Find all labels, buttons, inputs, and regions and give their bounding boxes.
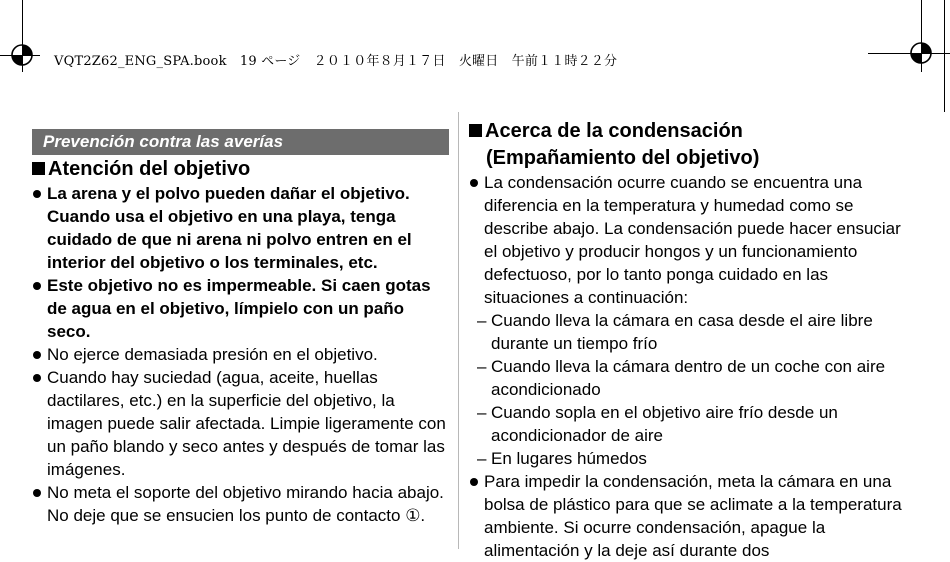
list-item-text: La arena y el polvo pueden dañar el objetivo. Cuando usa el objetivo en una playa, tenga cuidado de que ni arena ni polvo entren en el interior del objetivo o los terminales, etc.	[47, 184, 412, 272]
book-file-header: VQT2Z62_ENG_SPA.book 19 ページ ２０１０年８月１７日 火曜日 午前１１時２２分	[54, 54, 618, 69]
list-item-text: Cuando hay suciedad (agua, aceite, huellas dactilares, etc.) en la superficie del objetivo, la imagen puede salir afectada. Limpie ligeramente con un paño blando y seco antes y después de tomar las imágenes.	[47, 368, 446, 479]
crop-mark-right-edge	[944, 0, 945, 112]
bullet-dot-icon	[33, 351, 41, 359]
sub-list-item-text: Cuando sopla en el objetivo aire frío desde un acondicionador de aire	[491, 403, 838, 445]
list-item	[469, 171, 904, 309]
right-column	[469, 117, 939, 562]
sub-list-item-text: Cuando lleva la cámara dentro de un coche con aire acondicionado	[491, 357, 886, 399]
list-item-text: No meta el soporte del objetivo mirando hacia abajo. No deje que se ensucien los punto de contacto ①.	[47, 483, 444, 525]
bullet-dot-icon	[33, 489, 41, 497]
list-item	[32, 343, 452, 366]
condensation-heading	[469, 118, 939, 144]
bullet-dot-icon	[470, 179, 478, 187]
condensation-heading-line1: Acerca de la condensación	[485, 120, 743, 142]
square-bullet-icon	[469, 124, 482, 137]
list-item-text: Para impedir la condensación, meta la cámara en una bolsa de plástico para que se aclimate a la temperatura ambiente. Si ocurre condensación, apague la alimentación y la deje así durante dos	[484, 472, 902, 560]
list-item-text: La condensación ocurre cuando se encuentra una diferencia en la temperatura y humedad como se describe abajo. La condensación puede hacer ensuciar el objetivo y producir hongos y un funcionamiento defectuoso, por lo tanto ponga cuidado en las situaciones a continuación:	[484, 173, 901, 307]
lens-care-heading	[32, 156, 462, 182]
lens-care-heading-text: Atención del objetivo	[48, 158, 251, 180]
list-item-text: Este objetivo no es impermeable. Si caen gotas de agua en el objetivo, límpielo con un paño seco.	[47, 276, 431, 341]
sub-list-item	[469, 355, 903, 401]
list-item	[32, 481, 452, 527]
dash-marker: –	[477, 357, 487, 376]
list-item	[32, 274, 452, 343]
bullet-dot-icon	[33, 282, 41, 290]
list-item	[469, 470, 904, 562]
bullet-dot-icon	[33, 190, 41, 198]
section-title-bar: Prevención contra las averías	[32, 129, 449, 155]
sub-list-item	[469, 401, 903, 447]
square-bullet-icon	[32, 162, 45, 175]
sub-list-item	[469, 309, 903, 355]
dash-marker: –	[477, 403, 487, 422]
condensation-heading-line2: (Empañamiento del objetivo)	[486, 147, 760, 169]
dash-marker: –	[477, 311, 487, 330]
list-item	[32, 182, 452, 274]
registration-mark-left-icon	[7, 40, 37, 70]
sub-list-item-text: En lugares húmedos	[491, 449, 647, 468]
list-item-text: No ejerce demasiada presión en el objetivo.	[47, 345, 378, 364]
left-column-content	[32, 129, 462, 531]
bullet-dot-icon	[33, 374, 41, 382]
list-item	[32, 366, 452, 481]
bullet-dot-icon	[470, 478, 478, 486]
sub-list-item	[469, 447, 903, 470]
dash-marker: –	[477, 449, 487, 468]
registration-mark-right-icon	[906, 38, 936, 68]
sub-list-item-text: Cuando lleva la cámara en casa desde el aire libre durante un tiempo frío	[491, 311, 873, 353]
